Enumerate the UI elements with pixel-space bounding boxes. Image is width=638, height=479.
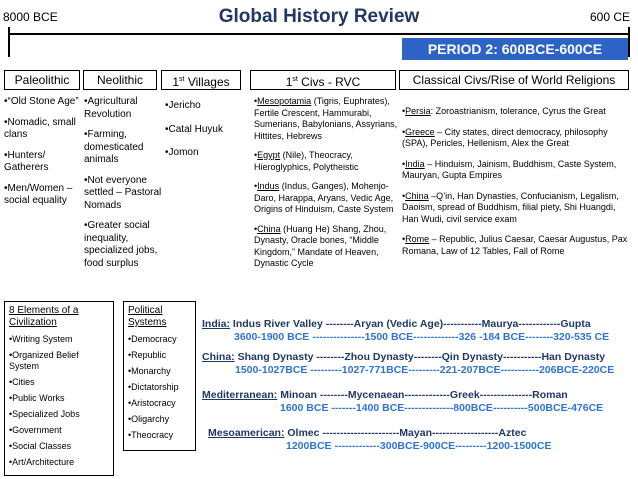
civs-item: •Indus (Indus, Ganges), Mohenjo-Daro, Harappa, Aryans, Vedic Age, Origins of Hinduism, Caste System <box>254 181 394 214</box>
timeline-dates: 1600 BCE -------1400 BCE--------------800BCE----------500BCE-476CE <box>280 402 604 414</box>
classical-item: •China –Q’in, Han Dynasties, Confucianism, Legalism, Daoism, spread of Buddhism, filial piety, Shi Huangdi, Han Wudi, civil service exam <box>402 190 619 224</box>
timeline-line <box>8 33 630 35</box>
civs-item: •Egypt (Nile), Theocracy, Hieroglyphics, Polytheistic <box>254 150 359 172</box>
period-banner: PERIOD 2: 600BCE-600CE <box>402 38 628 60</box>
classical-item-text: – City states, direct democracy, philosophy (SPA), Pericles, Hellenism, Alex the Great <box>402 126 608 148</box>
civs-item-name: Mesopotamia <box>257 96 312 106</box>
civs-item-text: (Tigris, Euphrates), Fertile Crescent, Hammurabi, Sumerians, Babylonians, Assyrians, Hittites, Hebrews <box>254 96 398 141</box>
timeline-dates: 1200BCE -------------300BCE-900CE---------1200-1500CE <box>286 440 552 452</box>
header-villages-num: 1 <box>172 75 180 89</box>
elements-item: •Organized Belief System <box>9 350 79 371</box>
political-systems-box <box>123 301 196 451</box>
elements-item: •Cities <box>9 377 35 387</box>
classical-item-text: – Hinduism, Jainism, Buddhism, Caste System, Mauryan, Gupta Empires <box>402 158 617 180</box>
elements-list <box>9 334 109 468</box>
elements-of-civilization-box <box>4 301 114 476</box>
timeline-start-label: 8000 BCE <box>3 10 58 24</box>
civs-list <box>254 96 399 278</box>
political-list <box>128 334 191 441</box>
civs-item-name: China <box>257 223 281 234</box>
neolithic-list <box>84 96 162 278</box>
villages-item: •Catal Huyuk <box>165 123 223 135</box>
timeline-sequence: Minoan --------Mycenaean-------------Greek---------------Roman <box>277 389 568 401</box>
civs-item-text: (Nile), Theocracy, Hieroglyphics, Polytheistic <box>254 150 359 172</box>
paleolithic-item: •Hunters/ Gatherers <box>4 149 49 173</box>
timeline-sequence: Indus River Valley --------Aryan (Vedic Age)-----------Maurya------------Gupta <box>230 318 591 330</box>
classical-item-text: : Zoroastrianism, tolerance, Cyrus the Great <box>430 106 606 116</box>
elements-item: •Public Works <box>9 393 65 403</box>
timeline-china <box>202 351 634 377</box>
classical-item-name: Greece <box>405 126 435 137</box>
timeline-region: China: <box>202 351 235 363</box>
timeline-india <box>202 318 634 344</box>
timeline-region: Mesoamerican: <box>208 427 285 439</box>
paleolithic-list <box>4 96 80 216</box>
civs-item-name: Indus <box>257 181 280 191</box>
header-classical-civs: Classical Civs/Rise of World Religions <box>399 70 629 90</box>
neolithic-item: •Farming, domesticated animals <box>84 129 144 165</box>
elements-item: •Writing System <box>9 334 73 344</box>
political-item: •Monarchy <box>128 366 171 376</box>
classical-item-name: Persia <box>405 106 431 116</box>
timeline-end-label: 600 CE <box>589 10 630 24</box>
neolithic-item: •Agricultural Revolution <box>84 96 138 120</box>
neolithic-item: •Not everyone settled – Pastoral Nomads <box>84 174 162 211</box>
classical-item-text: –Q’in, Han Dynasties, Confucianism, Legalism, Daoism, spread of Buddhism, filial piety, Shi Huangdi, Han Wudi, civil service exam <box>402 190 619 224</box>
timeline-dates: 3600-1900 BCE ---------------1500 BCE-------------326 -184 BCE--------320-535 CE <box>234 331 610 343</box>
header-villages-rest: Villages <box>184 75 230 89</box>
timeline-sequence: Shang Dynasty --------Zhou Dynasty--------Qin Dynasty-----------Han Dynasty <box>234 351 606 363</box>
political-item: •Republic <box>128 350 167 360</box>
timeline-mediterranean <box>202 389 634 415</box>
header-civs-rest: Civs - RVC <box>297 75 361 89</box>
political-box-title: Political Systems <box>128 305 167 328</box>
page-title: Global History Review <box>218 6 420 27</box>
villages-item: •Jomon <box>165 147 199 158</box>
classical-item: •Rome – Republic, Julius Caesar, Caesar Augustus, Pax Romana, Law of 12 Tables, Fall of Rome <box>402 234 628 256</box>
political-item: •Democracy <box>128 334 177 344</box>
timeline-region: Mediterranean: <box>202 389 278 401</box>
villages-item: •Jericho <box>165 100 201 111</box>
neolithic-item: •Greater social inequality, specialized jobs, food surplus <box>84 220 158 269</box>
paleolithic-item: •“Old Stone Age” <box>4 96 79 107</box>
elements-item: •Social Classes <box>9 441 72 451</box>
civs-item-text: (Indus, Ganges), Mohenjo-Daro, Harappa, Aryans, Vedic Age, Origins of Hinduism, Caste System <box>254 181 394 214</box>
political-item: •Oligarchy <box>128 414 170 424</box>
timeline-mesoamerican <box>208 427 634 453</box>
civs-item-name: Egypt <box>257 150 281 160</box>
classical-item-text: – Republic, Julius Caesar, Caesar Augustus, Pax Romana, Law of 12 Tables, Fall of Rome <box>402 234 628 256</box>
header-first-civs <box>250 70 396 90</box>
classical-item-name: China <box>405 190 429 201</box>
elements-item: •Specialized Jobs <box>9 409 80 419</box>
classical-item: •Greece – City states, direct democracy, philosophy (SPA), Pericles, Hellenism, Alex the Great <box>402 126 608 148</box>
header-civs-sup: st <box>292 76 298 83</box>
classical-item: •Persia: Zoroastrianism, tolerance, Cyrus the Great <box>402 106 606 116</box>
header-villages-sup: st <box>179 76 185 83</box>
classical-item: •India – Hinduism, Jainism, Buddhism, Caste System, Mauryan, Gupta Empires <box>402 158 617 180</box>
paleolithic-item: •Nomadic, small clans <box>4 116 76 140</box>
header-neolithic: Neolithic <box>83 70 157 90</box>
header-paleolithic: Paleolithic <box>4 70 80 90</box>
civs-item-text: (Huang He) Shang, Zhou, Dynasty, Oracle bones, “Middle Kingdom,” Mandate of Heaven, Dynastic Cycle <box>254 223 387 268</box>
political-item: •Dictatorship <box>128 382 179 392</box>
civs-item: •Mesopotamia (Tigris, Euphrates), Fertile Crescent, Hammurabi, Sumerians, Babylonians, Assyrians, Hittites, Hebrews <box>254 96 398 141</box>
elements-box-title: 8 Elements of a Civilization <box>9 305 79 328</box>
classical-item-name: India <box>405 158 425 169</box>
political-item: •Theocracy <box>128 430 174 440</box>
timeline-sequence: Olmec ----------------------Mayan-------------------Aztec <box>284 427 527 439</box>
classical-item-name: Rome <box>405 234 430 244</box>
paleolithic-item: •Men/Women – social equality <box>4 182 73 206</box>
civs-item: •China (Huang He) Shang, Zhou, Dynasty, Oracle bones, “Middle Kingdom,” Mandate of Heaven, Dynastic Cycle <box>254 223 387 268</box>
timeline-region: India: <box>202 318 230 330</box>
villages-list <box>165 100 247 168</box>
header-first-villages <box>161 70 241 90</box>
timeline-end-tick <box>628 27 630 57</box>
political-item: •Aristocracy <box>128 398 176 408</box>
timeline-start-tick <box>8 27 10 57</box>
classical-list <box>402 106 628 266</box>
elements-item: •Art/Architecture <box>9 457 75 467</box>
header-civs-num: 1 <box>285 75 293 89</box>
timeline-dates: 1500-1027BCE ---------1027-771BCE---------221-207BCE-----------206BCE-220CE <box>235 364 615 376</box>
elements-item: •Government <box>9 425 62 435</box>
